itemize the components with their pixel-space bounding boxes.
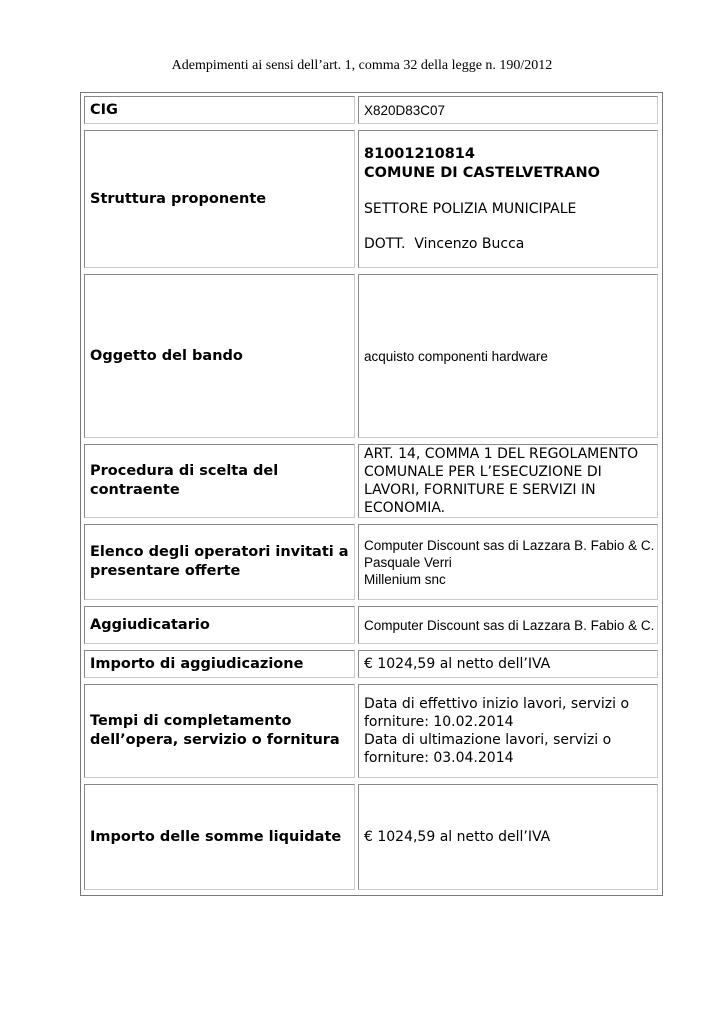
row-struttura xyxy=(81,127,662,271)
struttura-code: 81001210814 xyxy=(364,146,475,162)
struttura-settore: SETTORE POLIZIA MUNICIPALE xyxy=(364,201,577,217)
liquidate-value: € 1024,59 al netto dell’IVA xyxy=(364,829,551,845)
row-cig xyxy=(81,93,662,127)
row-oggetto xyxy=(81,271,662,441)
liquidate-label: Importo delle somme liquidate xyxy=(90,828,342,845)
struttura-comune: COMUNE DI CASTELVETRANO xyxy=(364,165,600,181)
cig-value: X820D83C07 xyxy=(364,102,446,118)
struttura-label: Struttura proponente xyxy=(90,190,267,207)
importo-value: € 1024,59 al netto dell’IVA xyxy=(364,656,551,672)
elenco-label: Elenco degli operatori invitati a presentare offerte xyxy=(90,544,349,579)
page-header: Adempimenti ai sensi dell’art. 1, comma 32 della legge n. 190/2012 xyxy=(171,58,553,73)
operator-item: Computer Discount sas di Lazzara B. Fabio & C. xyxy=(364,537,655,553)
tempi-label: Tempi di completamento dell’opera, servizio o fornitura xyxy=(90,713,340,748)
operator-item: Pasquale Verri xyxy=(364,554,452,570)
tempi-end: Data di ultimazione lavori, servizi o forniture: 03.04.2014 xyxy=(364,732,612,766)
struttura-dirigente: DOTT. Vincenzo Bucca xyxy=(364,236,525,252)
procedura-value: ART. 14, COMMA 1 DEL REGOLAMENTO COMUNALE PER L’ESECUZIONE DI LAVORI, FORNITURE E SERVIZI IN ECONOMIA. xyxy=(364,446,639,516)
row-importo xyxy=(81,647,662,681)
oggetto-value: acquisto componenti hardware xyxy=(364,348,548,364)
operator-item: Millenium snc xyxy=(364,571,446,587)
aggiudicatario-label: Aggiudicatario xyxy=(90,616,210,633)
importo-label: Importo di aggiudicazione xyxy=(90,655,304,672)
tender-info-table xyxy=(80,92,663,896)
oggetto-label: Oggetto del bando xyxy=(90,347,243,364)
procedura-label: Procedura di scelta del contraente xyxy=(90,463,279,498)
aggiudicatario-value: Computer Discount sas di Lazzara B. Fabio & C. xyxy=(364,617,655,633)
row-aggiudicatario xyxy=(81,603,662,647)
tempi-start: Data di effettivo inizio lavori, servizi o forniture: 10.02.2014 xyxy=(364,696,630,730)
row-tempi xyxy=(81,681,662,781)
row-procedura xyxy=(81,441,662,521)
cig-label: CIG xyxy=(90,101,118,118)
row-elenco xyxy=(81,521,662,603)
row-liquidate xyxy=(81,781,662,893)
